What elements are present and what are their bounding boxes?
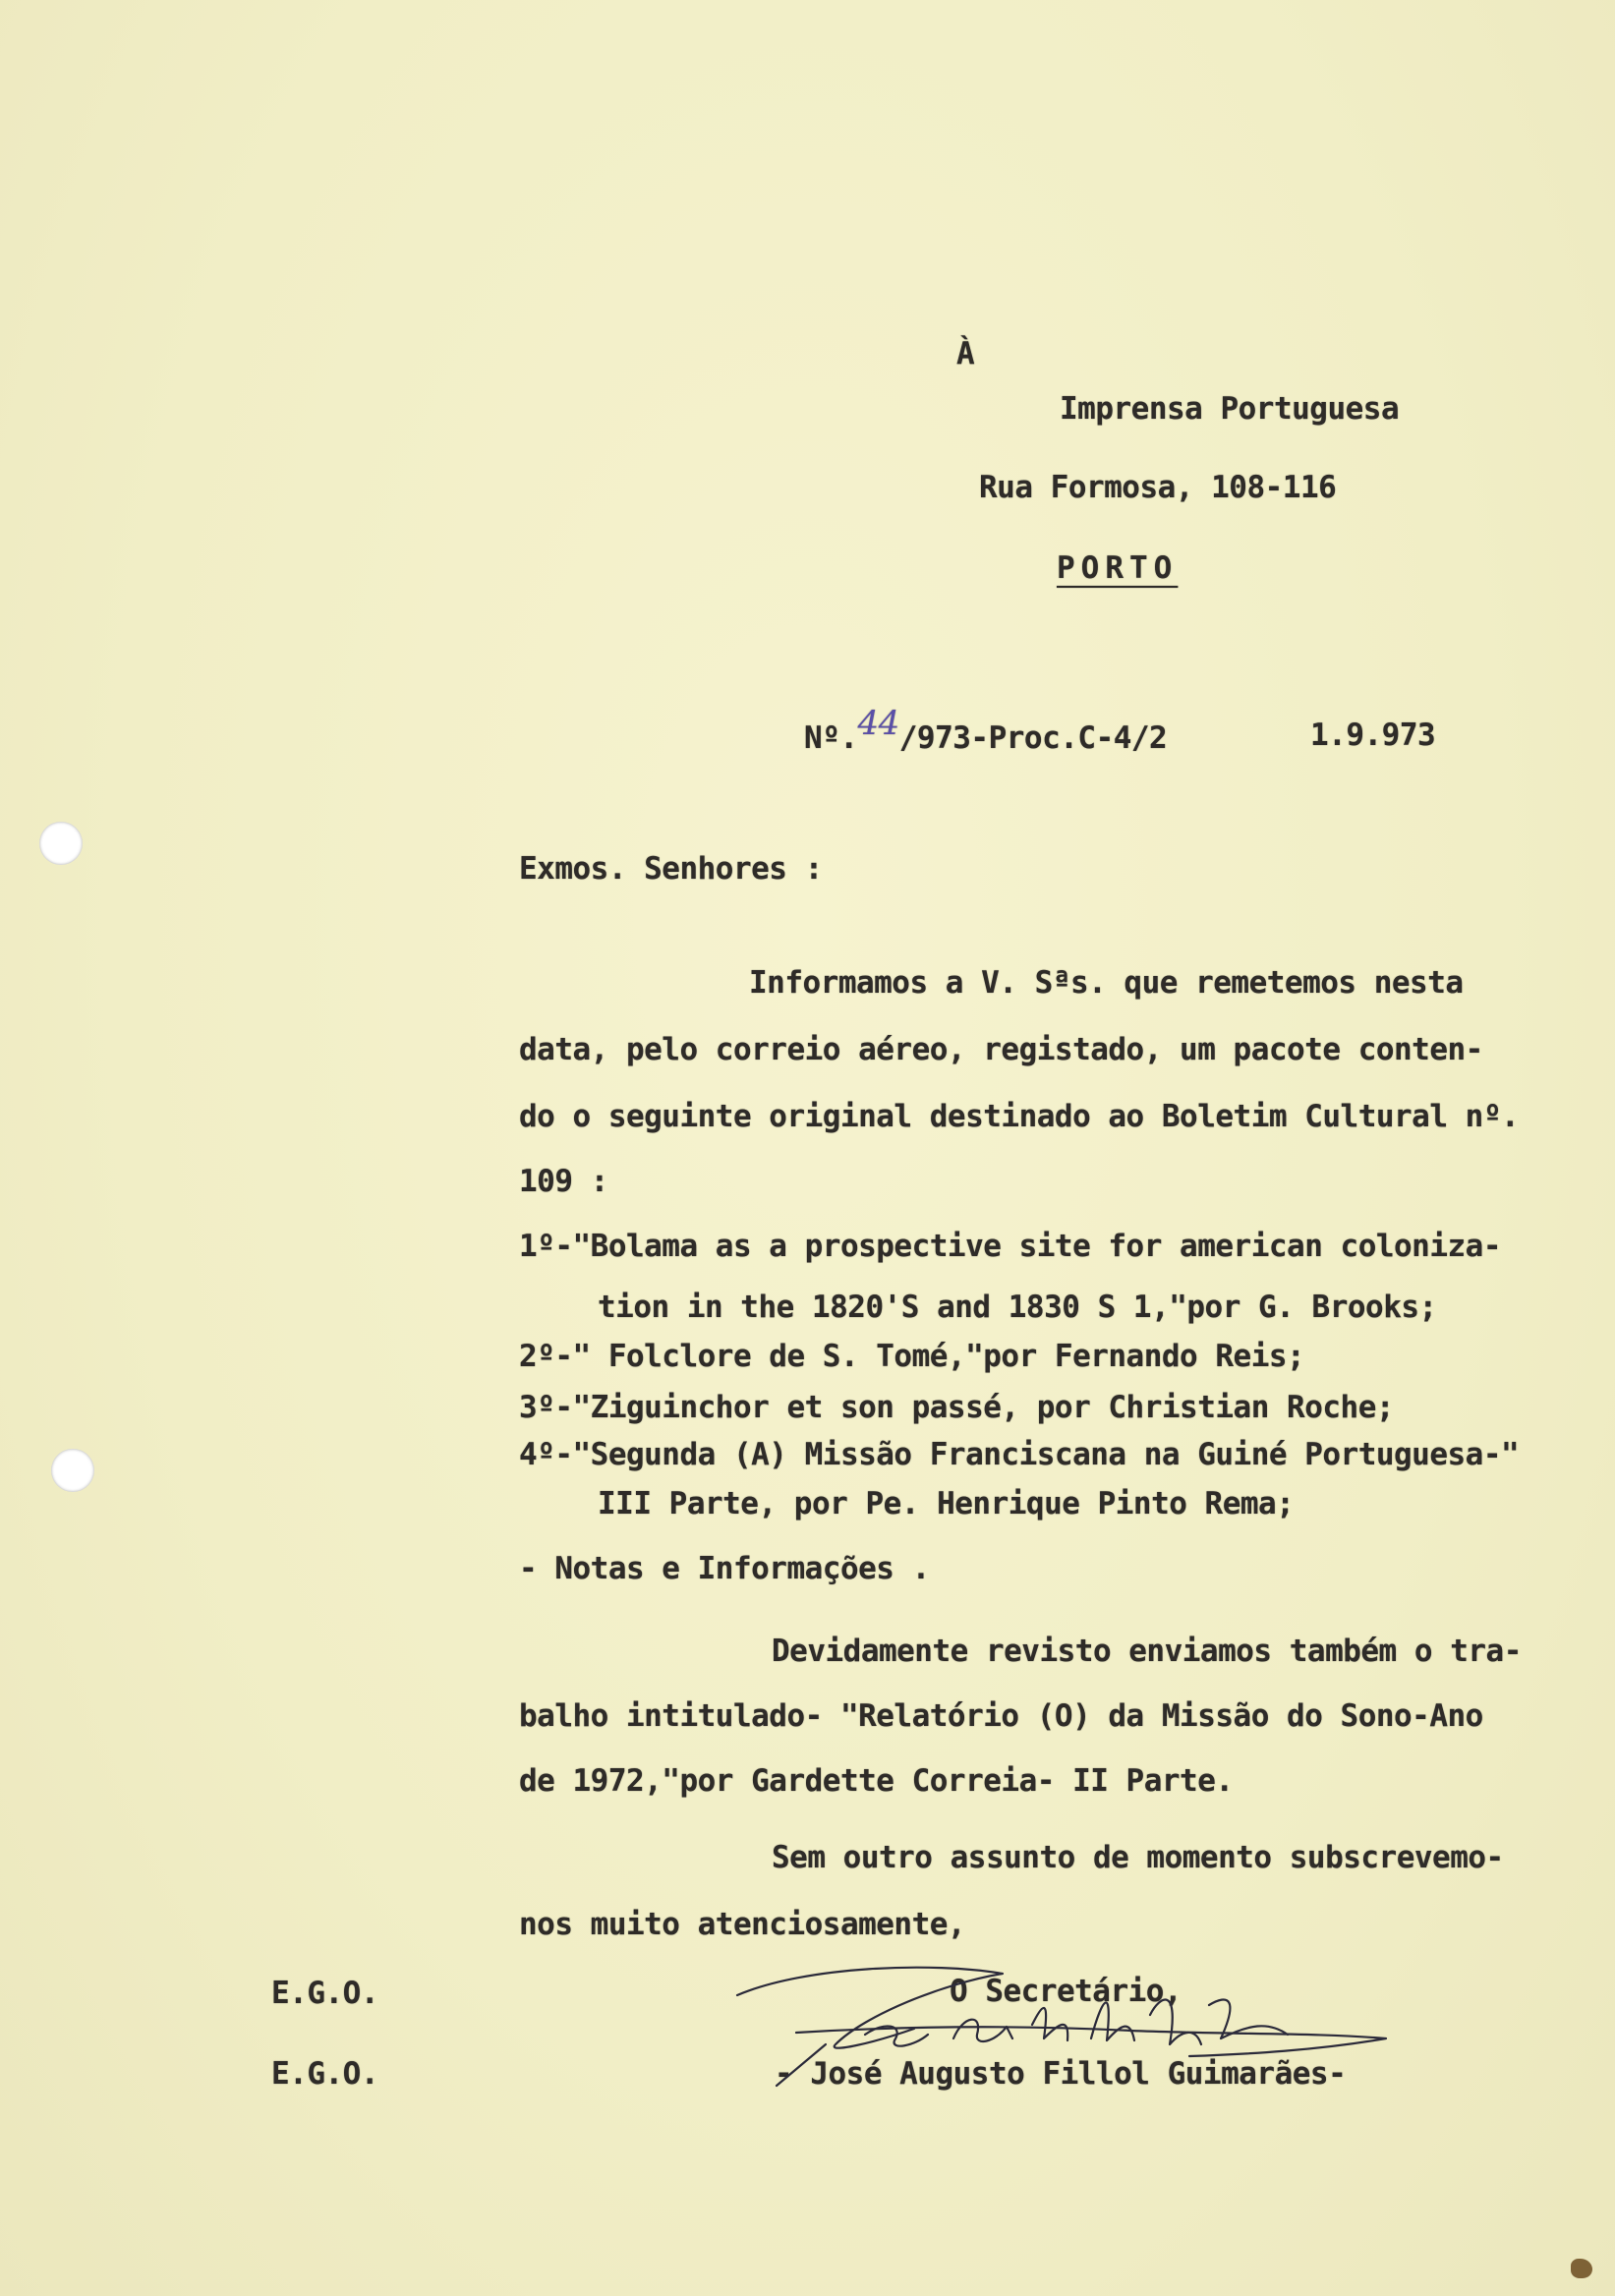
recipient-name: Imprensa Portuguesa: [1060, 391, 1400, 427]
letter-date: 1.9.973: [1310, 718, 1436, 753]
list-item: III Parte, por Pe. Henrique Pinto Rema;: [598, 1486, 1295, 1521]
reference-line: [804, 704, 1168, 757]
list-item: 3º-"Ziguinchor et son passé, por Christian Roche;: [519, 1390, 1395, 1425]
initials-top: E.G.O.: [271, 1976, 378, 2011]
punch-hole-top: [39, 822, 83, 865]
initials-bottom: E.G.O.: [271, 2056, 378, 2092]
list-item: 1º-"Bolama as a prospective site for american coloniza-: [519, 1229, 1501, 1264]
body-line: do o seguinte original destinado ao Boletim Cultural nº.: [519, 1099, 1520, 1134]
body-line: nos muito atenciosamente,: [519, 1907, 966, 1942]
body-line: Informamos a V. Sªs. que remetemos nesta: [749, 965, 1464, 1001]
list-item: 4º-"Segunda (A) Missão Franciscana na Guiné Portuguesa-": [519, 1437, 1520, 1472]
reference-no-label: Nº.: [804, 720, 858, 756]
signatory-name: - José Augusto Fillol Guimarães-: [775, 2056, 1347, 2092]
recipient-street: Rua Formosa, 108-116: [979, 470, 1337, 505]
handwritten-signature: [718, 1956, 1425, 2113]
secretary-title: O Secretário,: [950, 1974, 1182, 2009]
body-line: 109 :: [519, 1164, 608, 1199]
punch-hole-bottom: [51, 1449, 94, 1492]
list-item: tion in the 1820'S and 1830 S 1,"por G. Brooks;: [598, 1290, 1437, 1325]
reference-process: /973-Proc.C-4/2: [898, 720, 1168, 756]
body-line: data, pelo correio aéreo, registado, um pacote conten-: [519, 1032, 1483, 1067]
paper-stain: [1571, 2259, 1592, 2278]
list-item: - Notas e Informações .: [519, 1551, 930, 1586]
handwritten-reference-number: 44: [857, 704, 899, 743]
body-line: de 1972,"por Gardette Correia- II Parte.: [519, 1763, 1234, 1799]
recipient-prefix: À: [956, 336, 975, 372]
salutation: Exmos. Senhores :: [519, 851, 823, 887]
body-line: Devidamente revisto enviamos também o tra-: [772, 1634, 1522, 1669]
body-line: Sem outro assunto de momento subscrevemo-: [772, 1840, 1504, 1875]
recipient-city: PORTO: [1057, 550, 1179, 586]
body-line: balho intitulado- "Relatório (O) da Missão do Sono-Ano: [519, 1698, 1483, 1734]
list-item: 2º-" Folclore de S. Tomé,"por Fernando Reis;: [519, 1339, 1305, 1374]
